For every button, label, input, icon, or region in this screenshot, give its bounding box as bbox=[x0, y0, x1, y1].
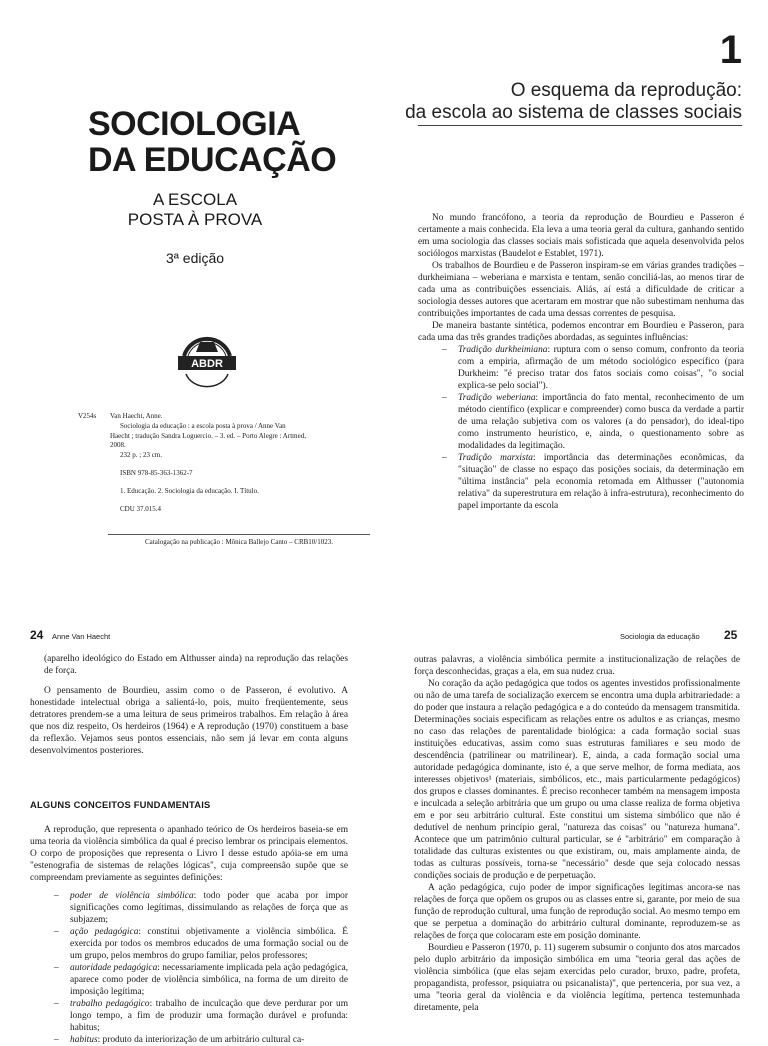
chapter-title bbox=[405, 80, 742, 124]
chapter-title-line-2: da escola ao sistema de classes sociais bbox=[405, 102, 742, 123]
catalog-line: Haecht ; tradução Sandra Loguercio. – 3. ed. – Porto Alegre : Artmed, bbox=[110, 431, 306, 440]
abdr-seal bbox=[172, 322, 242, 398]
paragraph: (aparelho ideológico do Estado em Althusser ainda) na reprodução das relações de força. bbox=[44, 654, 348, 676]
book-title-line-2: DA EDUCAÇÃO bbox=[88, 141, 337, 179]
list-item: – habitus: produto da interiorização de um arbitrário cultural ca- bbox=[30, 1034, 348, 1046]
list-item: – Tradição weberiana: importância do fato mental, reconhecimento de um método científico (explicar e compreender) como busca da verdade a partir de uma relação subjetiva com os valores (a do pensador), do ideal-tipo como instrumento heurístico, e, ainda, o questionamento sobre as modalidades da legitimação. bbox=[418, 392, 744, 452]
chapter-title-line-1: O esquema da reprodução: bbox=[510, 80, 742, 101]
chapter-rule bbox=[418, 125, 742, 126]
paragraph: No coração da ação pedagógica que todos os agentes investidos profissionalmente ou não de uma tarefa de socialização exercem se encontra uma dupla arbitrariedade: a do poder que instaura a relação pedagógica e a do conteúdo da mensagem transmitida. Determinações sociais especificam as relações entre os adultos e as crianças, mesmo no caso das relações de parentalidade biológica: a cada formação social suas instituições educativas, assim como suas estruturas familiares e seu modo de descendência (patrilinear ou matrilinear). E, ainda, a cada formação social uma autoridade pedagógica dominante, isto é, a que serve melhor, de forma mediata, aos interesses objetivos¹ (materiais, simbólicos, etc., mais particularmente pedagógicos) dos grupos e classes dominantes. É preciso reconhecer também na mensagem imposta e inculcada a seleção arbitrária que um grupo ou uma classe realiza de forma objetiva em e por seu arbitrário cultural. Este constitui um sistema simbólico que não é dedutível de nenhum princípio geral, "natureza das coisas" ou "natureza humana". Acontece que um patrimônio cultural particular, se é "arbitrário" em comparação à totalidade das culturas existentes ou que existiram, ou, mais amplamente ainda, de todas as culturas possíveis, torna-se "necessário" desde que seja colocado nessas condições sociais de produção e de perpetuação. bbox=[414, 679, 740, 881]
traditions-list bbox=[418, 344, 744, 512]
list-item: – ação pedagógica: constitui objetivamente a violência simbólica. É exercida por todos os membros educados de uma formação social ou de um grupo, pelos membros do grupo familiar, pelos professores; bbox=[30, 926, 348, 962]
book-subtitle bbox=[120, 190, 270, 230]
list-item: – Tradição durkheimiana: ruptura com o senso comum, confronto da teoria com a empiria, afirmação de um método sociológico específico (para Durkheim: "é preciso tratar dos fatos sociais como coisas", "o social explica-se pelo social"). bbox=[418, 344, 744, 392]
definitions-list bbox=[30, 890, 348, 1046]
section-heading: ALGUNS CONCEITOS FUNDAMENTAIS bbox=[30, 799, 211, 810]
paragraph: A ação pedagógica, cujo poder de impor significações legítimas ancora-se nas relações de força que opõem os grupos ou as classes entre si, garante, por meio de sua função de reprodução cultural, uma função de reprodução social. Ao mesmo tempo em que se perpetua a dominação do arbitrário cultural dominante, reproduzem-se as relações de força que colocaram este em posição dominante. bbox=[414, 883, 740, 941]
catalog-lines bbox=[110, 412, 380, 514]
catalog-cdu: CDU 37.015.4 bbox=[120, 504, 162, 513]
paragraph: A reprodução, que representa o apanhado teórico de Os herdeiros baseia-se em uma teoria da violência simbólica da qual é preciso lembrar os principais elementos. O corpo de proposições que representa o Livro I desse estudo apóia-se em uma "estenografia de sistemas de relações lógicas", cuja compreensão supõe que se compreendam previamente as seguintes definições: bbox=[30, 825, 348, 883]
list-item: – Tradição marxista: importância das determinações econômicas, da "situação" de classe no espaço das posições sociais, da determinação em "última instância" pela economia retomada em Althusser ("autonomia relativa" da superestrutura em relação à infra-estrutura), reconhecimento do papel importante da escola bbox=[418, 452, 744, 512]
paragraph: outras palavras, a violência simbólica permite a institucionalização de relações de força desconhecidas, graças a ela, em sua nudez crua. bbox=[414, 655, 740, 677]
catalog-line: Sociologia da educação : a escola posta à prova / Anne Van bbox=[120, 421, 286, 430]
paragraph: Bourdieu e Passeron (1970, p. 11) sugerem subsumir o conjunto dos atos marcados pelo duplo arbitrário da imposição simbólica em uma "teoria geral das ações de violência simbólica (que elas sejam exercidas pelo curador, bruxo, padre, profeta, propagandista, professor, psiquiatra ou psicanalista)", que pertenceria, por sua vez, a uma "teoria geral da violência e da violência legítima, pertenca testemunhada diretamente, pela bbox=[414, 943, 740, 1013]
running-header-right: Sociologia da educação bbox=[620, 632, 700, 641]
catalog-code: V254s bbox=[78, 412, 97, 420]
catalog-line: 232 p. ; 23 cm. bbox=[120, 451, 162, 460]
list-item: – poder de violência simbólica: todo poder que acaba por impor significações como legítimas, dissimulando as relações de força que as subjazem; bbox=[30, 890, 348, 926]
paragraph: O pensamento de Bourdieu, assim como o de Passeron, é evolutivo. A honestidade intelectual obriga a salientá-lo, pois, muito freqüentemente, seus detratores prendem-se a uma leitura de seus primeiros trabalhos. Em relação à área que nos diz respeito, Os herdeiros (1964) e A reprodução (1970) constituem a base da reflexão. Vejamos seus pontos essenciais, não sem já levar em conta alguns desenvolvimentos posteriores. bbox=[30, 686, 348, 756]
list-item: – trabalho pedagógico: trabalho de inculcação que deve perdurar por um longo tempo, a fim de produzir uma formação durável e profunda: habitus; bbox=[30, 998, 348, 1034]
book-edition: 3ª edição bbox=[165, 250, 225, 266]
page-24-section bbox=[30, 824, 348, 1046]
catalog-line: Van Haecht, Anne. bbox=[110, 412, 163, 420]
book-title-line-1: SOCIOLOGIA bbox=[88, 105, 301, 143]
page-number-left: 24 bbox=[30, 628, 44, 642]
book-subtitle-line-2: POSTA À PROVA bbox=[127, 210, 263, 229]
book-title bbox=[88, 106, 336, 178]
paragraph: Os trabalhos de Bourdieu e de Passeron inspiram-se em várias grandes tradições – durkheimiana – weberiana e marxista e tentam, senão conciliá-las, ao menos tirar de cada uma as contribuições essenciais. Aliás, aí está a dificuldade de criticar a sociologia desses autores que acertaram em mostrar que não subestimam nenhuma das contribuições importantes de cada uma dessas correntes de pesquisa. bbox=[418, 261, 744, 319]
page-number-right: 25 bbox=[724, 628, 738, 642]
chapter-number: 1 bbox=[719, 28, 742, 72]
catalog-rule bbox=[108, 534, 370, 535]
abdr-seal-icon bbox=[172, 322, 242, 398]
chapter-intro-text bbox=[418, 212, 744, 512]
page-25-body bbox=[414, 654, 740, 1014]
catalog-subjects: 1. Educação. 2. Sociologia da educação. I. Título. bbox=[120, 486, 259, 495]
paragraph: De maneira bastante sintética, podemos encontrar em Bourdieu e Passeron, para cada uma das três grandes tradições abordadas, as seguintes influências: bbox=[418, 321, 744, 343]
running-header-left: Anne Van Haecht bbox=[52, 632, 111, 641]
page-24-body bbox=[30, 653, 348, 757]
book-subtitle-line-1: A ESCOLA bbox=[152, 190, 238, 209]
seal-label: ABDR bbox=[191, 358, 223, 370]
list-item: – autoridade pedagógica: necessariamente implicada pela ação pedagógica, aparece como poder de violência simbólica, na forma de um direito de imposição legítima; bbox=[30, 962, 348, 998]
catalog-isbn: ISBN 978-85-363-1362-7 bbox=[120, 468, 193, 477]
catalog-line: 2008. bbox=[110, 441, 126, 450]
paragraph: No mundo francófono, a teoria da reprodução de Bourdieu e Passeron é certamente a mais conhecida. Ela leva a uma teoria geral da cultura, ganhando sentido em uma sociologia das classes sociais mais sofisticada que aquela desenvolvida pelos sociólogos marxistas (Baudelot e Establet, 1971). bbox=[418, 213, 744, 259]
catalog-note: Catalogação na publicação : Mônica Ballejo Canto – CRB10/1023. bbox=[145, 538, 333, 546]
